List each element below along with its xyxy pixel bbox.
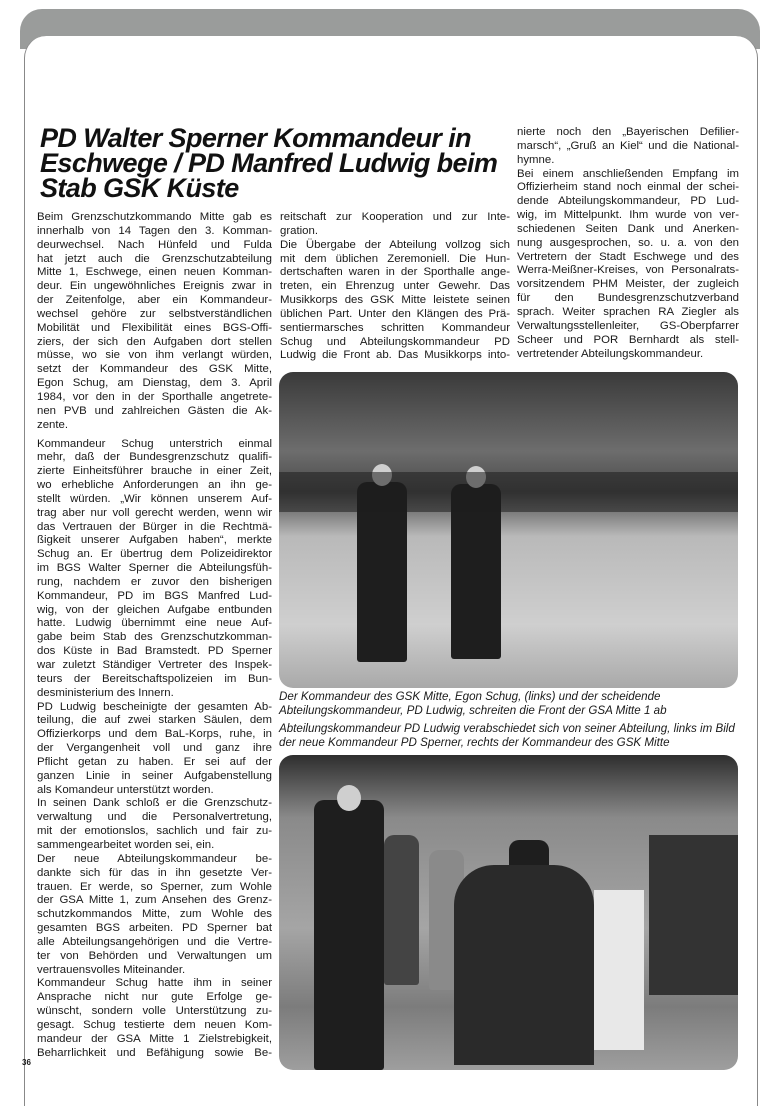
text-line: Ansprache nicht nur gute Erfolge ge- bbox=[37, 991, 272, 1004]
paragraph bbox=[280, 211, 510, 239]
text-line: wo erhebliche Anforderungen an ihn ge- bbox=[37, 479, 272, 492]
text-line: teurs der Bereitschaftspolizeien im Bun- bbox=[37, 672, 272, 685]
text-line: dertschaften waren in der Sporthalle ange- bbox=[280, 266, 510, 279]
text-line: schiedenen Seiten Dank und Anerken- bbox=[517, 222, 739, 235]
text-line: nen PVB und zahlreichen Gästen die Ak- bbox=[37, 404, 272, 417]
text-line: treten, ein Ehrenzug unter Gewehr. Das bbox=[280, 280, 510, 293]
text-line: wünscht, sondern volle Unterstützung zu- bbox=[37, 1005, 272, 1018]
photo-front-inspection bbox=[279, 372, 738, 688]
text-line: Ludwig die Front ab. Das Musikkorps into- bbox=[280, 349, 510, 362]
text-line: trauen. Er werde, so Sperner, zum Wohle bbox=[37, 880, 272, 893]
paragraph bbox=[37, 701, 272, 798]
text-line: Der neue Abteilungskommandeur be- bbox=[37, 852, 272, 865]
text-line: Offizierkorps und dem BaL-Korps, ruhe, in bbox=[37, 728, 272, 741]
text-line: 1984, vor den in der Sporthalle angetrete- bbox=[37, 390, 272, 403]
page-number: 36 bbox=[22, 1058, 31, 1067]
text-line: nung ausgesprochen, so. u. a. von den bbox=[517, 236, 739, 249]
text-line: hymne. bbox=[517, 153, 555, 166]
text-line: vorsitzendem PHM Meister, der zugleich bbox=[517, 278, 739, 291]
text-line: der GSA Mitte 1, zum Ansehen des Grenz- bbox=[37, 894, 272, 907]
text-line: dankte sich für das in ihn gesetzte Ver- bbox=[37, 866, 272, 879]
text-line: Offizierheim stand noch einmal der schei- bbox=[517, 181, 739, 194]
text-line: ter von Behörden und Verwaltungen um bbox=[37, 949, 272, 962]
text-line: wig, von der gleichen Aufgabe entbunden bbox=[37, 603, 272, 616]
text-line: gabe beim Stab des Grenzschutzkomman- bbox=[37, 631, 272, 644]
text-line: Scheer und POR Bernhardt als stell- bbox=[517, 333, 739, 346]
text-line: marsch“, „Gruß an Kiel“ und die National- bbox=[517, 139, 739, 152]
text-column-right bbox=[517, 126, 739, 361]
paragraph bbox=[37, 977, 272, 1060]
text-line: Beharrlichkeit und Befähigung sowie Be- bbox=[37, 1046, 272, 1059]
paragraph bbox=[517, 168, 739, 362]
text-line: hatte. Ludwig übernimmt eine neue Auf- bbox=[37, 617, 272, 630]
text-line: alle Abteilungsangehörigen und die Vertre- bbox=[37, 935, 272, 948]
text-line: trag aber nur voll gerecht werden, wenn wir bbox=[37, 506, 272, 519]
text-line: stellt würden. „Wir können unserem Auf- bbox=[37, 492, 272, 505]
paragraph bbox=[517, 126, 739, 168]
text-line: der Zeitenfolge, aber ein Kommandeur- bbox=[37, 294, 272, 307]
text-column-middle bbox=[280, 211, 510, 363]
text-line: sammengearbeitet worden sei, ein. bbox=[37, 838, 215, 851]
text-line: vertrauensvolles Miteinander. bbox=[37, 963, 186, 976]
text-line: Kommandeur, PD im BGS Manfred Lud- bbox=[37, 589, 272, 602]
text-line: Kommandeur Schug hatte ihm in seiner bbox=[37, 977, 272, 990]
text-line: der Vergangenheit voll und ganz ihre bbox=[37, 742, 272, 755]
text-line: ganzen Linie in seiner Aufgabenstellung bbox=[37, 769, 272, 782]
photo-farewell-speech bbox=[279, 755, 738, 1070]
text-line: Schug und Abteilungskommandeur PD bbox=[280, 335, 510, 348]
text-line: im BGS Walter Sperner die Abteilungsfüh- bbox=[37, 562, 272, 575]
text-line: zierte Einheitsführer brauche in einer Zeit, bbox=[37, 465, 272, 478]
text-line: ziers, der sich den Aufgaben dort stellen bbox=[37, 335, 272, 348]
paragraph bbox=[280, 239, 510, 364]
paragraph bbox=[37, 211, 272, 433]
text-line: Die Übergabe der Abteilung vollzog sich bbox=[280, 238, 510, 251]
text-line: Vertretern der Stadt Eschwege und des bbox=[517, 250, 739, 263]
text-line: Verwaltungsstellenleiter, GS-Oberpfarrer bbox=[517, 319, 739, 332]
text-line: das Vertrauen der Bürger in die Rechtmä- bbox=[37, 520, 272, 533]
text-line: hat jetzt auch die Grenzschutzabteilung bbox=[37, 252, 272, 265]
text-line: Beim Grenzschutzkommando Mitte gab es bbox=[37, 211, 272, 223]
text-line: deurwechsel. Nach Hünfeld und Fulda bbox=[37, 238, 272, 251]
text-line: üblichen Part. Unter den Klängen des Prä- bbox=[280, 307, 510, 320]
text-line: gration. bbox=[280, 224, 318, 237]
text-line: mit dem üblichen Zeremoniell. Die Hun- bbox=[280, 252, 510, 265]
text-line: rung, nachdem er zuvor den bisherigen bbox=[37, 575, 272, 588]
text-line: Musikkorps des GSK Mitte leistete seinen bbox=[280, 294, 510, 307]
text-line: sentiermarsches schritten Kommandeur bbox=[280, 321, 510, 334]
text-line: wechsel gehöre zur selbstverständlichen bbox=[37, 307, 272, 320]
article-title: PD Walter Sperner Kommandeur in Eschwege / PD Manfred Ludwig beim Stab GSK Küste bbox=[40, 123, 498, 203]
text-line: setzt der Kommandeur des GSK Mitte, bbox=[37, 363, 272, 376]
text-line: gesagt. Schug testierte dem neuen Kom- bbox=[37, 1018, 272, 1031]
text-line: PD Ludwig bescheinigte der gesamten Ab- bbox=[37, 700, 272, 713]
text-line: Egon Schug, am Dienstag, dem 3. April bbox=[37, 377, 272, 390]
text-column-left bbox=[37, 211, 272, 1060]
text-line: mandeur der GSA Mitte 1 Zielstrebigkeit, bbox=[37, 1032, 272, 1045]
text-line: dende Abteilungskommandeur, PD Lud- bbox=[517, 195, 739, 208]
text-line: dos Küste in Bad Bramstedt. PD Sperner bbox=[37, 645, 272, 658]
text-line: reitschaft zur Kooperation und zur Inte- bbox=[280, 211, 510, 223]
text-line: wig, im Mittelpunkt. Ihm wurde von ver- bbox=[517, 209, 739, 222]
text-line: nierte noch den „Bayerischen Defilier- bbox=[517, 126, 739, 138]
text-line: verwaltung und die Personalvertretung, bbox=[37, 811, 272, 824]
paragraph bbox=[37, 797, 272, 852]
text-line: Werra-Meißner-Kreises, von Personalrats- bbox=[517, 264, 739, 277]
text-line: In seinen Dank schloß er die Grenzschutz- bbox=[37, 797, 272, 810]
text-line: zente. bbox=[37, 418, 69, 431]
text-line: als Komandeur unterstützt worden. bbox=[37, 783, 214, 796]
photo-caption-2: Abteilungskommandeur PD Ludwig verabschiedet sich von seiner Abteilung, links im Bild der neue Kommandeur PD Sperner, rechts der Kommandeur des GSK Mitte bbox=[279, 722, 735, 749]
text-line: für den Bundesgrenzschutzverband bbox=[517, 292, 739, 305]
text-line: desministerium des Innern. bbox=[37, 686, 174, 699]
text-line: müsse, wo sie von ihm verlangt würden, bbox=[37, 349, 272, 362]
text-line: Pflicht getan zu haben. Er sei auf der bbox=[37, 755, 272, 768]
text-line: Mitte 1, Eschwege, einen neuen Komman- bbox=[37, 266, 272, 279]
paragraph bbox=[37, 853, 272, 978]
text-line: mehr, daß der Bundesgrenzschutz qualifi- bbox=[37, 451, 272, 464]
text-line: Mobilität und Flexibilität eines BGS-Offi- bbox=[37, 321, 272, 334]
text-line: Schug an. Er übertrug dem Polizeidirektor bbox=[37, 548, 272, 561]
photo-caption-1: Der Kommandeur des GSK Mitte, Egon Schug, (links) und der scheidende Abteilungskommandeur, PD Ludwig, schreiten die Front der GSA Mitte 1 ab bbox=[279, 690, 667, 717]
text-line: innerhalb von 14 Tagen den 3. Komman- bbox=[37, 224, 272, 237]
text-line: deur. Ein ungewöhnliches Ereignis zwar in bbox=[37, 280, 272, 293]
text-line: Bei einem anschließenden Empfang im bbox=[517, 167, 739, 180]
text-line: schutzkommandos Mitte, zum Wohle des bbox=[37, 908, 272, 921]
text-line: ßigkeit unserer Aufgaben haben“, merkte bbox=[37, 534, 272, 547]
text-line: teilung, die auf zwei starken Säulen, dem bbox=[37, 714, 272, 727]
text-line: gesamten BGS arbeiten. PD Sperner bat bbox=[37, 922, 272, 935]
text-line: Kommandeur Schug unterstrich einmal bbox=[37, 437, 272, 450]
text-line: sprach. Weiter sprachen RA Ziegler als bbox=[517, 305, 739, 318]
text-line: mit der emotionslos, sachlich und fair zu- bbox=[37, 825, 272, 838]
text-line: vertretender Abteilungskommandeur. bbox=[517, 347, 704, 360]
text-line: war zuletzt Ständiger Vertreter des Inspek- bbox=[37, 659, 272, 671]
paragraph bbox=[37, 438, 272, 701]
